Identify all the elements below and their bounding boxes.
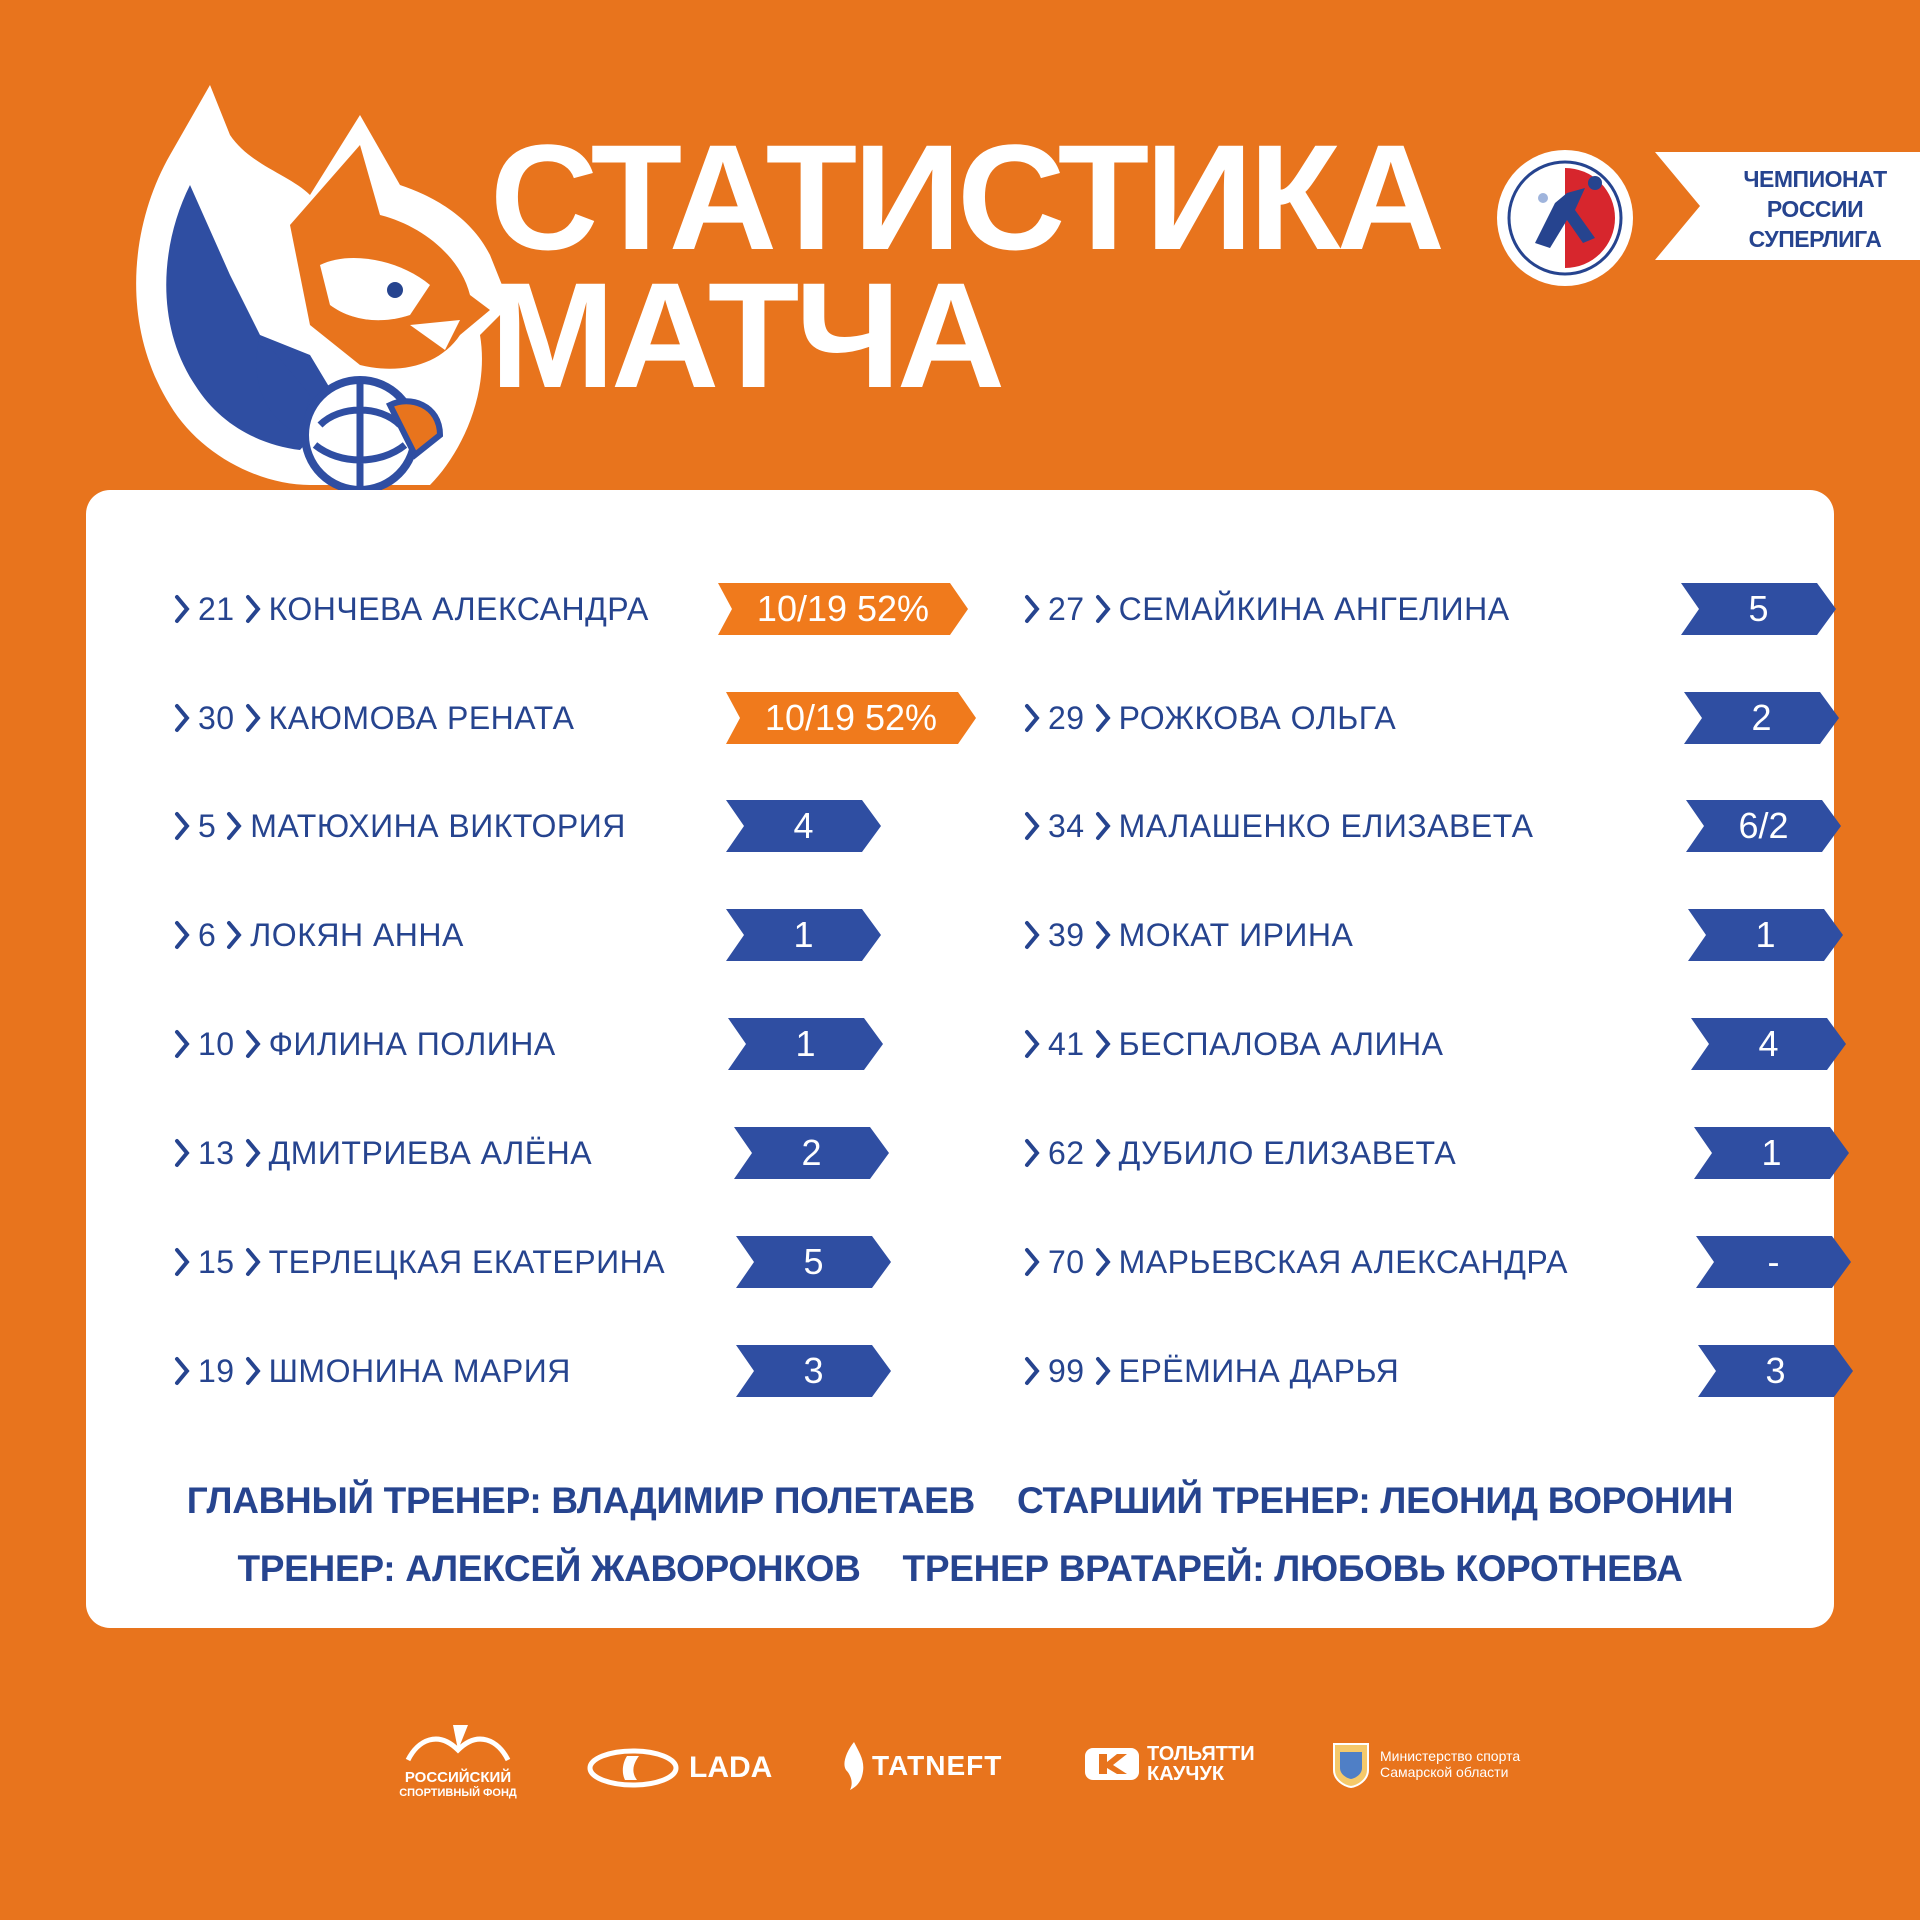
rsf-line-1: РОССИЙСКИЙ xyxy=(404,1769,512,1786)
player-number: 29 xyxy=(1048,700,1085,736)
league-line-1: ЧЕМПИОНАТ xyxy=(1743,166,1887,192)
kauchuk-emblem-icon xyxy=(1085,1744,1139,1784)
player-number: 99 xyxy=(1048,1353,1085,1389)
player-label xyxy=(174,1022,556,1066)
chevron-right-icon xyxy=(174,703,190,733)
player-label xyxy=(1024,1022,1444,1066)
player-label xyxy=(174,1131,592,1175)
player-row xyxy=(86,1122,936,1182)
stat-value: - xyxy=(1767,1241,1780,1282)
stat-value: 4 xyxy=(793,805,814,846)
player-number: 10 xyxy=(198,1026,235,1062)
chevron-right-icon xyxy=(1095,1356,1111,1386)
player-label xyxy=(1024,587,1510,631)
lynx-mascot-logo xyxy=(110,75,510,515)
stat-value: 5 xyxy=(1748,588,1769,629)
goals-badge xyxy=(734,1127,889,1179)
player-label xyxy=(1024,1240,1568,1284)
senior-coach: СТАРШИЙ ТРЕНЕР: ЛЕОНИД ВОРОНИН xyxy=(1016,1480,1734,1521)
player-name: БЕСПАЛОВА АЛИНА xyxy=(1118,1026,1444,1062)
player-number: 30 xyxy=(198,700,235,736)
player-row xyxy=(86,1231,936,1291)
player-name: РОЖКОВА ОЛЬГА xyxy=(1118,700,1397,736)
stat-value: 3 xyxy=(803,1350,824,1391)
goalkeeper-stat-badge xyxy=(718,583,968,635)
player-label xyxy=(174,804,626,848)
player-name: ЕРЁМИНА ДАРЬЯ xyxy=(1118,1353,1400,1389)
head-coach: ГЛАВНЫЙ ТРЕНЕР: ВЛАДИМИР ПОЛЕТАЕВ xyxy=(186,1480,975,1521)
chevron-right-icon xyxy=(1095,1138,1111,1168)
ministry-line-1: Министерство спорта xyxy=(1380,1748,1521,1764)
player-row xyxy=(86,904,936,964)
kauchuk-line-1: ТОЛЬЯТТИ xyxy=(1147,1743,1255,1765)
player-number: 21 xyxy=(198,591,235,627)
goals-badge xyxy=(1698,1345,1853,1397)
chevron-right-icon xyxy=(174,594,190,624)
player-number: 6 xyxy=(198,917,217,953)
rsf-line-2: СПОРТИВНЫЙ ФОНД xyxy=(399,1787,517,1799)
goals-badge xyxy=(1688,909,1843,961)
player-row xyxy=(86,795,936,855)
flame-icon xyxy=(840,1740,868,1792)
player-row xyxy=(86,687,936,747)
player-number: 5 xyxy=(198,808,217,844)
ministry-logo xyxy=(1330,1740,1520,1788)
stat-value: 2 xyxy=(1751,697,1772,738)
player-row xyxy=(936,1340,1786,1400)
player-number: 15 xyxy=(198,1244,235,1280)
player-number: 39 xyxy=(1048,917,1085,953)
player-label xyxy=(174,587,649,631)
goals-badge xyxy=(1681,583,1836,635)
player-number: 13 xyxy=(198,1135,235,1171)
chevron-right-icon xyxy=(1095,1029,1111,1059)
chevron-right-icon xyxy=(1024,1029,1040,1059)
league-line-2: РОССИИ xyxy=(1766,196,1864,222)
goals-badge xyxy=(1694,1127,1849,1179)
player-number: 62 xyxy=(1048,1135,1085,1171)
player-row xyxy=(86,1340,936,1400)
player-name: ШМОНИНА МАРИЯ xyxy=(268,1353,571,1389)
lada-emblem-icon xyxy=(587,1748,679,1788)
chevron-right-icon xyxy=(174,920,190,950)
ministry-line-2: Самарской области xyxy=(1380,1764,1509,1780)
player-row xyxy=(86,1013,936,1073)
chevron-right-icon xyxy=(1024,1247,1040,1277)
player-label xyxy=(1024,1349,1399,1393)
chevron-right-icon xyxy=(1024,1356,1040,1386)
title-line-1: СТАТИСТИКА xyxy=(490,113,1441,281)
rsf-emblem-icon xyxy=(398,1720,518,1764)
goals-badge xyxy=(1686,800,1841,852)
player-name: ЛОКЯН АННА xyxy=(250,917,464,953)
stat-value: 1 xyxy=(1755,914,1776,955)
tatneft-logo xyxy=(840,1740,1002,1792)
player-label xyxy=(1024,804,1534,848)
player-name: ДМИТРИЕВА АЛЁНА xyxy=(268,1135,593,1171)
chevron-right-icon xyxy=(245,594,261,624)
player-number: 19 xyxy=(198,1353,235,1389)
stat-value: 4 xyxy=(1758,1023,1779,1064)
goals-badge xyxy=(736,1236,891,1288)
chevron-right-icon xyxy=(1024,920,1040,950)
coach: ТРЕНЕР: АЛЕКСЕЙ ЖАВОРОНКОВ xyxy=(237,1548,861,1589)
player-row xyxy=(936,578,1786,638)
player-label xyxy=(1024,1131,1456,1175)
player-row xyxy=(936,795,1789,855)
coaches-row-1 xyxy=(86,1480,1834,1522)
chevron-right-icon xyxy=(1024,1138,1040,1168)
lada-logo xyxy=(587,1748,772,1788)
chevron-right-icon xyxy=(245,1247,261,1277)
player-number: 27 xyxy=(1048,591,1085,627)
chevron-right-icon xyxy=(174,1247,190,1277)
player-name: ТЕРЛЕЦКАЯ ЕКАТЕРИНА xyxy=(268,1244,666,1280)
league-badge xyxy=(1655,152,1920,260)
player-label xyxy=(174,696,574,740)
chevron-right-icon xyxy=(1095,811,1111,841)
player-label xyxy=(174,1349,571,1393)
stat-value: 1 xyxy=(1761,1132,1782,1173)
goals-badge xyxy=(726,909,881,961)
player-number: 34 xyxy=(1048,808,1085,844)
rsf-logo xyxy=(388,1720,528,1800)
page-title xyxy=(490,113,1441,419)
player-name: МАРЬЕВСКАЯ АЛЕКСАНДРА xyxy=(1118,1244,1568,1280)
player-row xyxy=(86,578,936,638)
player-name: ФИЛИНА ПОЛИНА xyxy=(268,1026,556,1062)
coaches-row-2 xyxy=(86,1548,1834,1590)
player-label xyxy=(1024,913,1353,957)
player-name: КОНЧЕВА АЛЕКСАНДРА xyxy=(268,591,649,627)
goals-badge xyxy=(736,1345,891,1397)
stat-value: 2 xyxy=(801,1132,822,1173)
stat-value: 5 xyxy=(803,1241,824,1282)
player-label xyxy=(174,1240,665,1284)
goalkeeper-coach: ТРЕНЕР ВРАТАРЕЙ: ЛЮБОВЬ КОРОТНЕВА xyxy=(902,1548,1683,1589)
chevron-right-icon xyxy=(226,811,242,841)
player-row xyxy=(936,1013,1786,1073)
handball-federation-logo xyxy=(1495,148,1635,288)
chevron-right-icon xyxy=(174,811,190,841)
stat-value: 6/2 xyxy=(1738,805,1789,846)
title-line-2: МАТЧА xyxy=(490,251,1002,419)
player-row xyxy=(936,904,1786,964)
kauchuk-logo xyxy=(1085,1744,1255,1784)
stats-card xyxy=(86,490,1834,1628)
chevron-right-icon xyxy=(1095,1247,1111,1277)
sponsors-bar xyxy=(0,1720,1920,1820)
goals-badge xyxy=(726,800,881,852)
chevron-right-icon xyxy=(174,1356,190,1386)
player-name: МОКАТ ИРИНА xyxy=(1118,917,1354,953)
chevron-right-icon xyxy=(245,1138,261,1168)
player-row xyxy=(936,687,1786,747)
chevron-right-icon xyxy=(245,1356,261,1386)
goals-badge xyxy=(1696,1236,1851,1288)
chevron-right-icon xyxy=(1095,703,1111,733)
lada-text: LADA xyxy=(689,1751,773,1784)
tatneft-text: TATNEFT xyxy=(872,1750,1003,1781)
coat-of-arms-icon xyxy=(1330,1740,1372,1788)
stat-value: 10/19 52% xyxy=(756,588,930,629)
player-label xyxy=(1024,696,1396,740)
chevron-right-icon xyxy=(245,703,261,733)
goals-badge xyxy=(728,1018,883,1070)
league-line-3: СУПЕРЛИГА xyxy=(1748,226,1882,252)
player-name: ДУБИЛО ЕЛИЗАВЕТА xyxy=(1118,1135,1457,1171)
player-number: 70 xyxy=(1048,1244,1085,1280)
player-name: СЕМАЙКИНА АНГЕЛИНА xyxy=(1118,591,1510,627)
goals-badge xyxy=(1691,1018,1846,1070)
chevron-right-icon xyxy=(1024,594,1040,624)
stat-value: 10/19 52% xyxy=(764,697,938,738)
player-label xyxy=(174,913,464,957)
chevron-right-icon xyxy=(1095,594,1111,624)
player-name: МАЛАШЕНКО ЕЛИЗАВЕТА xyxy=(1118,808,1534,844)
player-number: 41 xyxy=(1048,1026,1085,1062)
chevron-right-icon xyxy=(174,1138,190,1168)
player-name: МАТЮХИНА ВИКТОРИЯ xyxy=(250,808,626,844)
chevron-right-icon xyxy=(1024,703,1040,733)
player-row xyxy=(936,1231,1786,1291)
chevron-right-icon xyxy=(245,1029,261,1059)
chevron-right-icon xyxy=(1024,811,1040,841)
player-row xyxy=(936,1122,1786,1182)
chevron-right-icon xyxy=(226,920,242,950)
stat-value: 3 xyxy=(1765,1350,1786,1391)
goals-badge xyxy=(1684,692,1839,744)
kauchuk-line-2: КАУЧУК xyxy=(1147,1763,1225,1785)
stat-value: 1 xyxy=(795,1023,816,1064)
chevron-right-icon xyxy=(174,1029,190,1059)
stat-value: 1 xyxy=(793,914,814,955)
chevron-right-icon xyxy=(1095,920,1111,950)
player-name: КАЮМОВА РЕНАТА xyxy=(268,700,575,736)
